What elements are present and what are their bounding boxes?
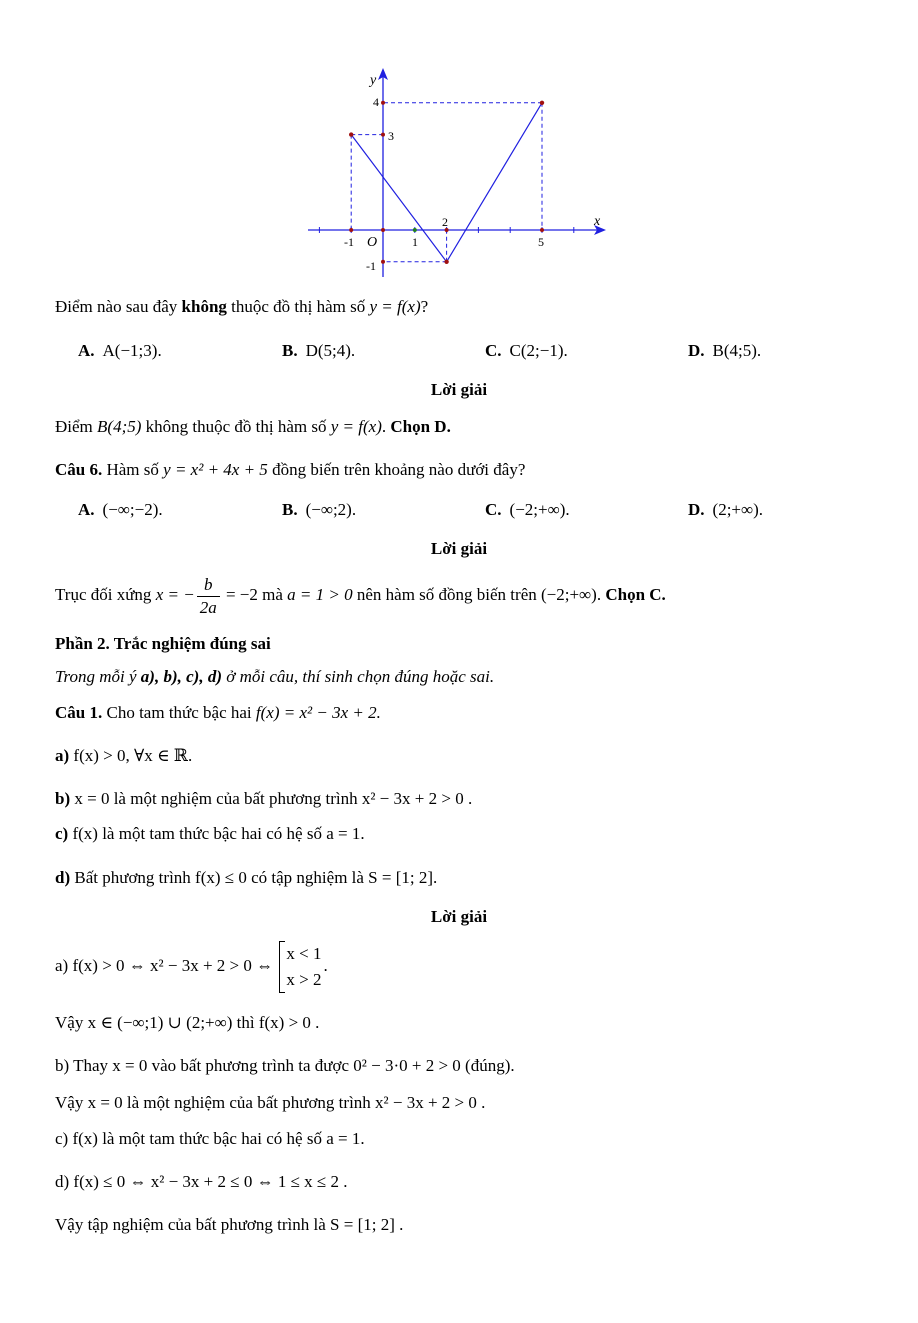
q6-option-d[interactable] — [688, 500, 763, 520]
part2-instr-c: ở mỗi câu, thí sinh chọn đúng hoặc sai. — [222, 667, 495, 686]
part2-instructions — [55, 666, 494, 688]
axis-point-x-1 — [413, 228, 417, 232]
q6-sol-c: nên hàm số đồng biến trên — [352, 585, 541, 604]
q1-sol-a — [55, 940, 328, 993]
axis-point-y-1 — [381, 260, 385, 264]
q6-sol-x: x = − — [155, 585, 195, 604]
q1-solution-title: Lời giải — [430, 907, 488, 926]
tick-label-y-4: 4 — [373, 95, 379, 109]
q6-sol-math2: a = 1 > 0 — [287, 585, 353, 604]
q6-stem — [55, 459, 525, 481]
q1-sol-line-1: Vậy x ∈ (−∞;1) ∪ (2;+∞) thì f(x) > 0 . — [55, 1013, 320, 1032]
q1-sol-a-prefix: a) f(x) > 0 ⇔ x² − 3x + 2 > 0 ⇔ — [55, 956, 274, 975]
q5-option-c[interactable] — [485, 341, 568, 361]
tick-label-x-1: 1 — [412, 235, 418, 249]
q5-sol-math2: y = f(x) — [330, 417, 382, 436]
q1-sol-line-5: d) f(x) ≤ 0 ⇔ x² − 3x + 2 ≤ 0 ⇔ 1 ≤ x ≤ 2 . — [55, 1172, 348, 1191]
fraction-denominator: 2a — [197, 596, 220, 619]
q1-item-c[interactable] — [55, 823, 365, 845]
q6-solution — [55, 572, 666, 619]
part2-title: Phần 2. Trắc nghiệm đúng sai — [55, 634, 271, 653]
q5-stem-math: y = f(x) — [369, 297, 421, 316]
axis-point-y-0 — [381, 133, 385, 137]
fraction-numerator: b — [203, 574, 213, 594]
option-label: B. — [282, 341, 298, 360]
origin-point — [381, 228, 385, 232]
tick-label-x-2: 2 — [442, 215, 448, 229]
q5-stem-bold: không — [181, 297, 227, 316]
q5-option-b[interactable] — [282, 341, 355, 361]
q5-sol-c: . — [381, 417, 391, 436]
q5-sol-b: không thuộc đồ thị hàm số — [141, 417, 331, 436]
option-text: (2;+∞). — [712, 500, 764, 519]
function-graph — [300, 62, 620, 282]
option-text: (−2;+∞). — [509, 500, 570, 519]
q1-sol-line-4: c) f(x) là một tam thức bậc hai có hệ số a = 1. — [55, 1129, 365, 1148]
axis-label-y: y — [370, 73, 377, 88]
option-label: B. — [282, 500, 298, 519]
q1-label: Câu 1. — [55, 703, 103, 722]
q5-solution — [55, 416, 451, 438]
q6-sol-b: mà — [257, 585, 288, 604]
q1-sol-a-end: . — [323, 956, 328, 975]
item-text: f(x) là một tam thức bậc hai có hệ số a = 1. — [68, 824, 365, 843]
q5-stem-end: ? — [420, 297, 429, 316]
option-text: A(−1;3). — [102, 341, 162, 360]
q5-stem — [55, 296, 428, 318]
item-label: a) — [55, 746, 70, 765]
q6-solution-title: Lời giải — [430, 539, 488, 558]
q5-option-a[interactable] — [78, 341, 162, 361]
option-text: C(2;−1). — [509, 341, 568, 360]
q6-sol-choice: Chọn C. — [605, 585, 666, 604]
item-text: x = 0 là một nghiệm của bất phương trình x² − 3x + 2 > 0 . — [70, 789, 473, 808]
q6-option-b[interactable] — [282, 500, 356, 520]
option-label: C. — [485, 500, 502, 519]
item-label: c) — [55, 824, 69, 843]
axis-label-x: x — [594, 214, 601, 229]
item-label: b) — [55, 789, 71, 808]
q1-sol-line-3: Vậy x = 0 là một nghiệm của bất phương trình x² − 3x + 2 > 0 . — [55, 1093, 486, 1112]
q6-label: Câu 6. — [55, 460, 103, 479]
q5-option-d[interactable] — [688, 341, 761, 361]
q6-sol-eq: = −2 — [221, 585, 258, 604]
tick-label-x-neg1: -1 — [344, 235, 354, 249]
q6-stem-a: Hàm số — [102, 460, 164, 479]
option-text: B(4;5). — [712, 341, 762, 360]
option-label: A. — [78, 500, 95, 519]
tick-label-x-5: 5 — [538, 235, 544, 249]
q5-stem-a: Điểm nào sau đây — [55, 297, 182, 316]
case-bracket — [279, 941, 321, 993]
option-label: D. — [688, 500, 705, 519]
item-text: f(x) > 0, ∀x ∈ ℝ. — [69, 746, 193, 765]
q6-sol-fraction — [197, 574, 220, 619]
axis-point-y-2 — [381, 101, 385, 105]
q6-sol-math3: (−2;+∞) — [541, 585, 597, 604]
option-label: C. — [485, 341, 502, 360]
graph-point-1 — [444, 260, 448, 264]
q1-sol-line-2: b) Thay x = 0 vào bất phương trình ta được 0² − 3·0 + 2 > 0 (đúng). — [55, 1056, 515, 1075]
q5-stem-b: thuộc đồ thị hàm số — [226, 297, 370, 316]
q6-stem-b: đồng biến trên khoảng nào dưới đây? — [267, 460, 526, 479]
q6-stem-math: y = x² + 4x + 5 — [163, 460, 268, 479]
option-text: (−∞;2). — [305, 500, 357, 519]
q1-item-d[interactable] — [55, 867, 437, 889]
q6-option-a[interactable] — [78, 500, 163, 520]
q1-stem-math: f(x) = x² − 3x + 2. — [255, 703, 381, 722]
graph-point-2 — [540, 101, 544, 105]
q5-solution-title: Lời giải — [430, 380, 488, 399]
q1-item-a[interactable] — [55, 745, 192, 767]
case-2: x > 2 — [286, 970, 322, 990]
q6-option-c[interactable] — [485, 500, 570, 520]
q1-item-b[interactable] — [55, 788, 472, 810]
q1-sol-line-6: Vậy tập nghiệm của bất phương trình là S = [1; 2] . — [55, 1215, 404, 1234]
q1-stem-text: Cho tam thức bậc hai — [102, 703, 256, 722]
case-1: x < 1 — [286, 944, 322, 964]
axis-point-x-0 — [349, 228, 353, 232]
tick-label-y-3: 3 — [388, 129, 394, 143]
part2-instr-a: Trong mỗi ý — [55, 667, 141, 686]
q6-sol-a: Trục đối xứng — [55, 585, 156, 604]
q1-stem — [55, 702, 381, 724]
q5-sol-a: Điểm — [55, 417, 98, 436]
part2-instr-b: a), b), c), d) — [140, 667, 222, 686]
q5-sol-math1: B(4;5) — [97, 417, 142, 436]
q6-sol-d: . — [596, 585, 606, 604]
option-label: D. — [688, 341, 705, 360]
option-text: (−∞;−2). — [102, 500, 163, 519]
graph-point-0 — [349, 132, 353, 136]
q5-sol-choice: Chọn D. — [390, 417, 451, 436]
option-text: D(5;4). — [305, 341, 356, 360]
tick-label-y-neg1: -1 — [366, 259, 376, 273]
origin-label: O — [367, 235, 378, 250]
item-text: Bất phương trình f(x) ≤ 0 có tập nghiệm là S = [1; 2]. — [70, 868, 438, 887]
axis-point-x-2 — [540, 228, 544, 232]
option-label: A. — [78, 341, 95, 360]
item-label: d) — [55, 868, 71, 887]
